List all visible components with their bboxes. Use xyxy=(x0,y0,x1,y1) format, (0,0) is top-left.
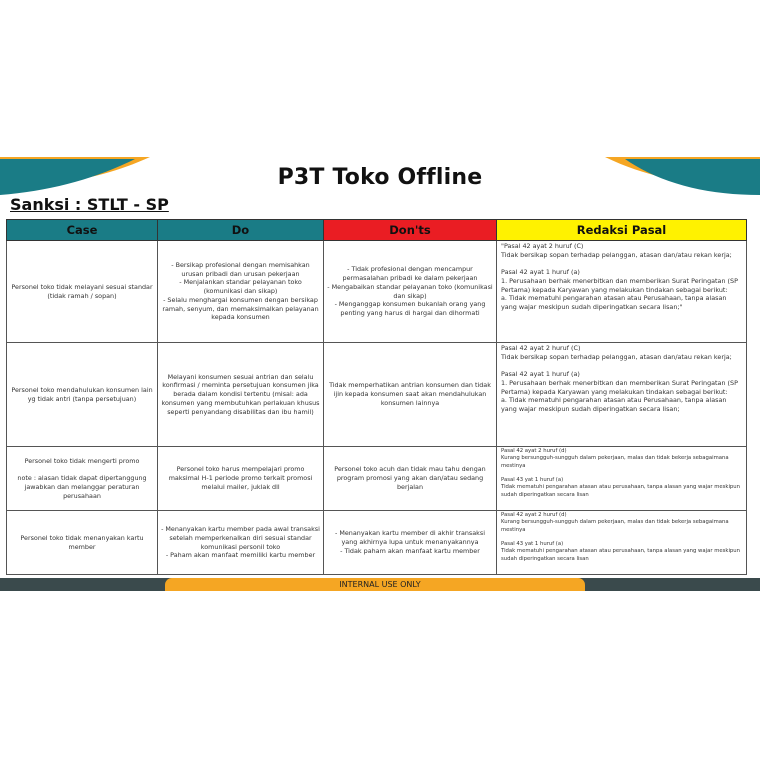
cell-text: Personel toko harus mempelajari promo maksimal H-1 periode promo terkait promosi melalui mailer, juklak dll xyxy=(168,465,313,491)
cell-pasal xyxy=(497,511,747,575)
cell-case xyxy=(7,511,158,575)
cell-donts xyxy=(324,241,497,343)
cell-text: Pasal 42 ayat 2 huruf (d) Kurang bersungguh-sungguh dalam pekerjaan, malas dan tidak bekerja sebagaimana mestinya Pasal 43 yat 1 huruf (a) Tidak mematuhi pengarahan atasan atau perusahaan, tanpa alasan yang wajar meskipun sudah diperingatkan secara lisan xyxy=(501,512,741,562)
cell-do xyxy=(158,343,324,447)
table-header-row xyxy=(7,220,747,241)
cell-text: - Tidak profesional dengan mencampur permasalahan pribadi ke dalam pekerjaan - Mengabaikan standar pelayanan toko (komunikasi dan sikap) - Menganggap konsumen bukanlah orang yang penting yang harus di hargai dan dihormati xyxy=(327,265,493,317)
cell-text: Pasal 42 ayat 2 huruf (d) Kurang bersungguh-sungguh dalam pekerjaan, malas dan tidak bekerja sebagaimana mestinya Pasal 43 yat 1 huruf (a) Tidak mematuhi pengarahan atasan atau perusahaan, tanpa alasan yang wajar meskipun sudah diperingatkan secara lisan xyxy=(501,448,741,498)
cell-donts xyxy=(324,343,497,447)
cell-text: Pasal 42 ayat 2 huruf (C) Tidak bersikap sopan terhadap pelanggan, atasan dan/atau rekan kerja; Pasal 42 ayat 1 huruf (a) 1. Perusahaan berhak menerbitkan dan memberikan Surat Peringatan (SP Pertama) kepada Karyawan yang melakukan tindakan sebagai berikut: a. Tidak mematuhi pengarahan atasan atau Perusahaan, tanpa alasan yang wajar meskipun sudah diperingatkan secara lisan; xyxy=(501,344,738,413)
header-do: Do xyxy=(158,220,324,241)
cell-text: - Menanyakan kartu member di akhir transaksi yang akhirnya lupa untuk menanyakannya - Tidak paham akan manfaat kartu member xyxy=(335,529,485,555)
cell-text: "Pasal 42 ayat 2 huruf (C) Tidak bersikap sopan terhadap pelanggan, atasan dan/atau rekan kerja; Pasal 42 ayat 1 huruf (a) 1. Perusahaan berhak menerbitkan dan memberikan Surat Peringatan (SP Pertama) kepada Karyawan yang melakukan tindakan sebagai berikut: a. Tidak mematuhi pengarahan atasan atau Perusahaan, tanpa alasan yang wajar meskipun sudah diperingatkan secara lisan;" xyxy=(501,242,738,311)
table-row xyxy=(7,241,747,343)
cell-pasal xyxy=(497,241,747,343)
footer-label: INTERNAL USE ONLY xyxy=(339,580,421,589)
sanction-table xyxy=(6,219,747,575)
cell-text: Personel toko tidak melayani sesuai standar (tidak ramah / sopan) xyxy=(11,282,153,300)
cell-case xyxy=(7,343,158,447)
cell-text: Personel toko tidak menanyakan kartu member xyxy=(20,533,144,551)
cell-donts xyxy=(324,511,497,575)
cell-pasal xyxy=(497,447,747,511)
page-title: P3T Toko Offline xyxy=(277,165,483,190)
cell-do xyxy=(158,241,324,343)
header-case: Case xyxy=(7,220,158,241)
slide xyxy=(0,157,760,591)
cell-text: Personel toko tidak mengerti promo note : alasan tidak dapat dipertanggung jawabkan dan melanggar peraturan perusahaan xyxy=(17,456,147,500)
header-redaksi-pasal: Redaksi Pasal xyxy=(497,220,747,241)
cell-pasal xyxy=(497,343,747,447)
cell-do xyxy=(158,447,324,511)
cell-text: Personel toko acuh dan tidak mau tahu dengan program promosi yang akan dan/atau sedang berjalan xyxy=(334,465,486,491)
cell-text: Personel toko mendahulukan konsumen lain yg tidak antri (tanpa persetujuan) xyxy=(11,385,153,403)
cell-do xyxy=(158,511,324,575)
cell-text: Melayani konsumen sesuai antrian dan selalu konfirmasi / meminta persetujuan konsumen jika berada dalam kondisi tertentu (misal: ada konsumen yang membutuhkan perlakuan khusus seperti penyandang disabilitas dan ibu hamil) xyxy=(161,372,320,416)
cell-text: Tidak memperhatikan antrian konsumen dan tidak ijin kepada konsumen saat akan mendahulukan konsumen lainnya xyxy=(329,381,491,407)
cell-text: - Menanyakan kartu member pada awal transaksi setelah memperkenalkan diri sesuai standar komunikasi personil toko - Paham akan manfaat memiliki kartu member xyxy=(161,525,320,560)
cell-case xyxy=(7,241,158,343)
cell-case xyxy=(7,447,158,511)
header-donts: Don'ts xyxy=(324,220,497,241)
cell-donts xyxy=(324,447,497,511)
section-subtitle: Sanksi : STLT - SP xyxy=(10,195,169,214)
table-row xyxy=(7,447,747,511)
table-row xyxy=(7,343,747,447)
cell-text: - Bersikap profesional dengan memisahkan urusan pribadi dan urusan pekerjaan - Menjalankan standar pelayanan toko (komunikasi dan sikap) - Selalu menghargai konsumen dengan bersikap ramah, senyum, dan memaksimalkan pelayanan kepada konsumen xyxy=(162,261,319,322)
table-row xyxy=(7,511,747,575)
